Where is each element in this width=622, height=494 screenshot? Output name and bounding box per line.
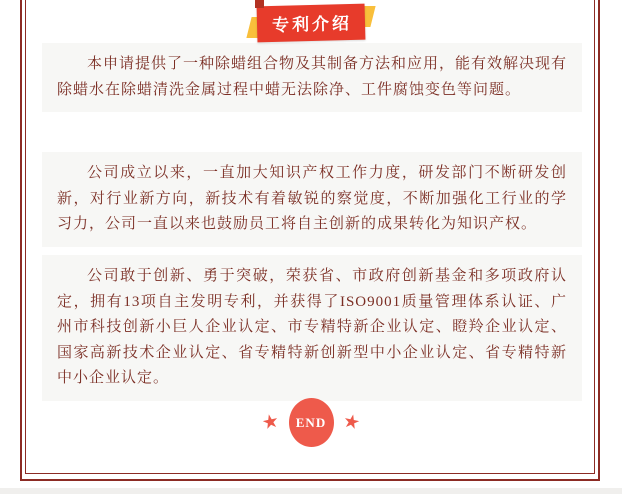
ribbon-corner-square — [255, 0, 264, 8]
paragraph-text: 本申请提供了一种除蜡组合物及其制备方法和应用，能有效解决现有除蜡水在除蜡清洗金属过程中蜡无法除净、工件腐蚀变色等问题。 — [57, 56, 568, 98]
end-badge-oval — [289, 398, 334, 447]
section-title-ribbon — [257, 5, 365, 41]
paragraph-text: 公司成立以来，一直加大知识产权工作力度，研发部门不断研发创新，对行业新方向，新技术有着敏锐的察觉度，不断加强化工行业的学习力，公司一直以来也鼓励员工将自主创新的成果转化为知识产权。 — [57, 165, 567, 232]
paragraph-block-company-innovation — [42, 152, 582, 247]
section-title: 专利介绍 — [257, 4, 366, 43]
star-icon-left: ★ — [260, 409, 282, 435]
paragraph-block-patent-summary — [42, 43, 582, 112]
end-badge-label: END — [295, 414, 327, 430]
paragraph-block-company-honors — [42, 255, 582, 401]
page-bottom-strip — [0, 488, 622, 494]
star-icon-right: ★ — [340, 409, 362, 435]
paragraph-text: 公司敢于创新、勇于突破，荣获省、市政府创新基金和多项政府认定，拥有13项自主发明专利，并获得了ISO9001质量管理体系认证、广州市科技创新小巨人企业认定、市专精特新企业认定、瞪羚企业认定、国家高新技术企业认定、省专精特新创新型中小企业认定、省专精特新中小企业认定。 — [57, 268, 567, 386]
end-badge — [0, 398, 622, 447]
